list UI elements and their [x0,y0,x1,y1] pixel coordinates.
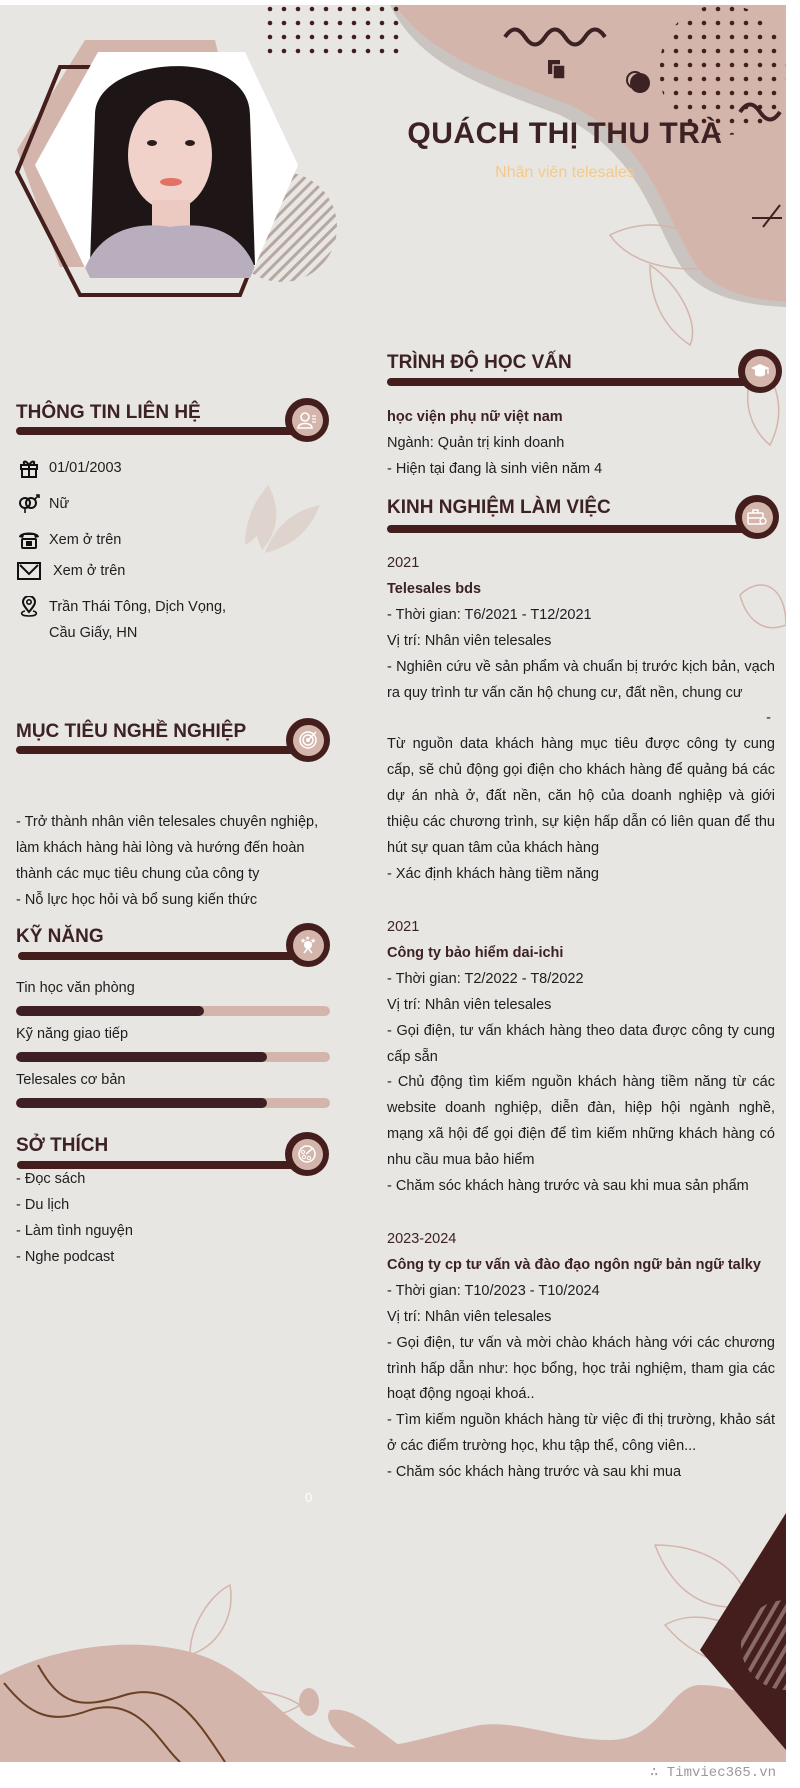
hobbies-list [16,1166,133,1270]
hobby-item: - Nghe podcast [16,1249,115,1265]
job-desc: - Nghiên cứu về sản phẩm và chuẩn bị trước kịch bản, vạch ra quy trình tư vấn căn hộ chung cư, đất nền, chung cư [387,658,775,701]
job-desc: - Gọi điện, tư vấn và mời chào khách hàng với các chương trình hấp dẫn như: học bổng, học trải nghiệm, tham gia các hoạt động ngoại khoá.. [387,1334,775,1403]
education-note: - Hiện tại đang là sinh viên năm 4 [387,460,603,477]
job-position: Vị trí: Nhân viên telesales [387,632,552,649]
page-number: 0 [305,1490,313,1505]
skill-level-bar [16,1098,330,1108]
section-bar [16,746,316,754]
objective-text [16,809,331,913]
education-school: học viện phụ nữ việt nam [387,409,563,425]
contact-address [17,594,247,646]
hobby-item: - Làm tình nguyện [16,1223,133,1239]
skills-icon [286,923,330,967]
section-bar [387,525,752,533]
job-desc: - Chăm sóc khách hàng trước và sau khi mua [387,1464,682,1481]
job-desc: - [766,710,771,727]
job-position: Vị trí: Nhân viên telesales [387,996,552,1013]
job-time: - Thời gian: T10/2023 - T10/2024 [387,1282,600,1299]
skill-level-fill [16,1006,204,1016]
job-company: Telesales bds [387,580,482,597]
hobby-item: - Đọc sách [16,1171,86,1187]
job-desc: - Chủ động tìm kiếm nguồn khách hàng tiềm năng từ các website doanh nghiệp, diễn đàn, hiệp hội ngành nghề, mạng xã hội để gọi điện để tìm kiếm những khách hàng có nhu cầu mua bảo hiểm [387,1074,775,1169]
candidate-role: Nhân viên telesales [495,164,635,181]
skill-level-bar [16,1006,330,1016]
contact-gender [17,491,69,517]
job-desc: - Tìm kiếm nguồn khách hàng từ việc đi thị trường, khảo sát ở các điểm trường học, khu tập thể, công viên... [387,1412,775,1455]
svg-text:★: ★ [310,938,317,945]
section-title-hobbies: SỞ THÍCH [16,1135,109,1156]
section-bar [18,952,318,960]
palette-icon [285,1132,329,1176]
job-time: - Thời gian: T2/2022 - T8/2022 [387,970,584,987]
job-desc: Từ nguồn data khách hàng mục tiêu được công ty cung cấp, sẽ chủ động gọi điện cho khách hàng để quảng bá các dự án nhà ở, đất nền, căn hộ của doanh nghiệp và giới thiệu các chương trình, sự kiện hấp dẫn có liên quan để thu hút sự quan tâm của khách hàng [387,736,775,856]
contact-phone [17,527,121,553]
contact-value: Nữ [49,496,70,512]
graduation-cap-icon [738,349,782,393]
contact-value: Trần Thái Tông, Dịch Vọng, Cầu Giấy, HN [49,599,227,641]
job-entry [387,915,775,1200]
job-desc: - Xác định khách hàng tiềm năng [387,865,599,882]
section-title-contact: THÔNG TIN LIÊN HỆ [16,402,201,423]
job-desc: - Chăm sóc khách hàng trước và sau khi mua sản phẩm [387,1178,749,1195]
section-title-experience: KINH NGHIỆM LÀM VIỆC [387,497,611,518]
job-time: - Thời gian: T6/2021 - T12/2021 [387,606,592,623]
skill-label: Telesales cơ bản [16,1072,126,1088]
contact-value: Xem ở trên [53,563,126,579]
education-block [387,405,775,483]
user-card-icon [285,398,329,442]
location-icon [17,594,41,620]
watermark: ∴ Timviec365.vn [649,1765,776,1781]
svg-text:★: ★ [305,936,311,942]
section-bar [16,427,316,435]
target-icon [286,718,330,762]
mail-icon [17,558,41,584]
job-year: 2021 [387,919,420,935]
skill-level-fill [16,1052,267,1062]
skill-level-bar [16,1052,330,1062]
cv-page [0,5,786,1762]
skill-label: Tin học văn phòng [16,980,135,996]
job-year: 2023-2024 [387,1231,457,1247]
job-position: Vị trí: Nhân viên telesales [387,1308,552,1325]
phone-icon [17,527,41,553]
education-major: Ngành: Quản trị kinh doanh [387,434,565,451]
objective-line: - Trở thành nhân viên telesales chuyên nghiệp, làm khách hàng hài lòng và hướng đến hoàn thành các mục tiêu chung của công ty [16,814,319,882]
job-company: Công ty bảo hiểm dai-ichi [387,944,564,961]
svg-text:★: ★ [300,938,307,945]
job-entry [387,1227,775,1486]
hobby-item: - Du lịch [16,1197,70,1213]
job-desc: - Gọi điện, tư vấn khách hàng theo data được công ty cung cấp sẵn [387,1022,775,1065]
objective-line: - Nỗ lực học hỏi và bổ sung kiến thức [16,892,258,908]
job-company: Công ty cp tư vấn và đào đạo ngôn ngữ bản ngữ talky [387,1256,761,1273]
briefcase-icon [735,495,779,539]
section-title-education: TRÌNH ĐỘ HỌC VẤN [387,352,572,373]
section-title-objective: MỤC TIÊU NGHỀ NGHIỆP [16,721,247,742]
job-year: 2021 [387,555,420,571]
contact-value: Xem ở trên [49,532,122,548]
watermark-text: Timviec365.vn [666,1765,776,1781]
skill-level-fill [16,1098,267,1108]
contact-email [17,558,125,584]
contact-value: 01/01/2003 [49,460,122,476]
job-entry [387,551,775,888]
gender-icon [17,491,41,517]
contact-birthday [17,455,122,481]
skill-label: Kỹ năng giao tiếp [16,1026,129,1042]
section-title-skills: KỸ NĂNG [16,926,104,947]
gift-icon [17,455,41,481]
candidate-name: QUÁCH THỊ THU TRÀ [407,117,723,150]
section-bar [387,378,757,386]
